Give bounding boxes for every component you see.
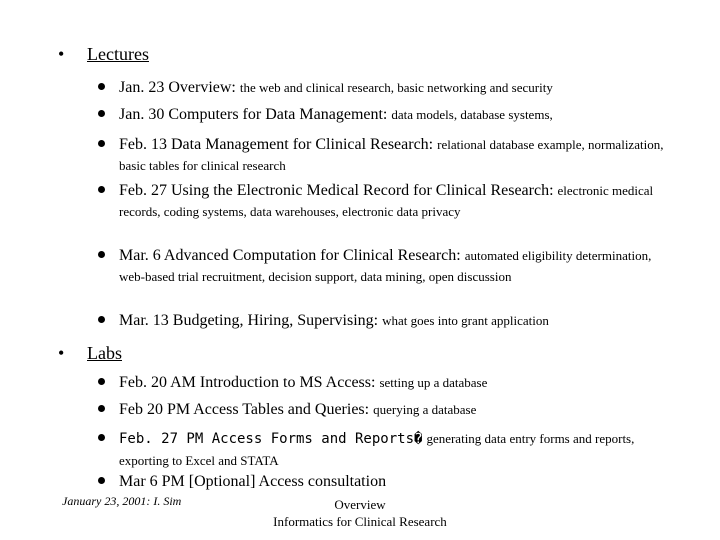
bullet: • [58,343,65,363]
section-label-labs: Labs [87,343,122,363]
item-head: Mar. 6 Advanced Computation for Clinical Research: [119,247,461,264]
bullet-dot-icon [98,405,105,412]
item-head: Jan. 23 Overview: [119,79,236,96]
item-head: Feb 20 PM Access Tables and Queries: [119,401,370,418]
item-head: Jan. 30 Computers for Data Management: [119,106,388,123]
item-head: Feb. 27 Using the Electronic Medical Record for Clinical Research: [119,182,554,199]
list-item [98,77,673,98]
list-item [98,372,673,393]
item-desc: automated eligibility determination, web-based trial recruitment, decision support, data mining, open discussion [119,248,652,284]
list-item [98,180,673,222]
footer-title [260,496,460,530]
list-item [98,310,673,331]
item-desc: electronic medical records, coding systems, data warehouses, electronic data privacy [119,183,654,219]
item-desc: setting up a database [379,375,488,390]
bullet-dot-icon [98,434,105,441]
list-item [98,428,673,471]
bullet-dot-icon [98,83,105,90]
bullet-dot-icon [98,110,105,117]
bullet-dot-icon [98,477,105,484]
list-item [98,399,673,420]
list-item [98,134,673,176]
bullet-dot-icon [98,378,105,385]
bullet-dot-icon [98,140,105,147]
item-head: Mar. 13 Budgeting, Hiring, Supervising: [119,312,379,329]
item-desc: what goes into grant application [382,313,549,328]
section-label-lectures: Lectures [87,44,149,64]
item-desc: relational database example, normalization, basic tables for clinical research [119,137,664,173]
item-head: Feb. 27 PM Access Forms and Reports� [119,431,423,447]
item-desc: querying a database [373,402,477,417]
item-desc: the web and clinical research, basic networking and security [239,80,553,95]
bullet-dot-icon [98,186,105,193]
item-head: Feb. 20 AM Introduction to MS Access: [119,374,376,391]
bullet: • [58,44,65,64]
list-item [98,471,673,492]
list-item [98,245,673,287]
item-head: Mar 6 PM [Optional] Access consultation [119,473,387,490]
item-desc: data models, database systems, [391,107,553,122]
bullet-dot-icon [98,316,105,323]
item-desc: generating data entry forms and reports, exporting to Excel and STATA [119,431,635,468]
item-head: Feb. 13 Data Management for Clinical Research: [119,136,434,153]
footer-date-author: January 23, 2001: I. Sim [62,494,182,508]
footer-title-line2: Informatics for Clinical Research [273,514,447,529]
footer-title-line1: Overview [334,497,386,512]
bullet-dot-icon [98,251,105,258]
list-item [98,104,673,125]
